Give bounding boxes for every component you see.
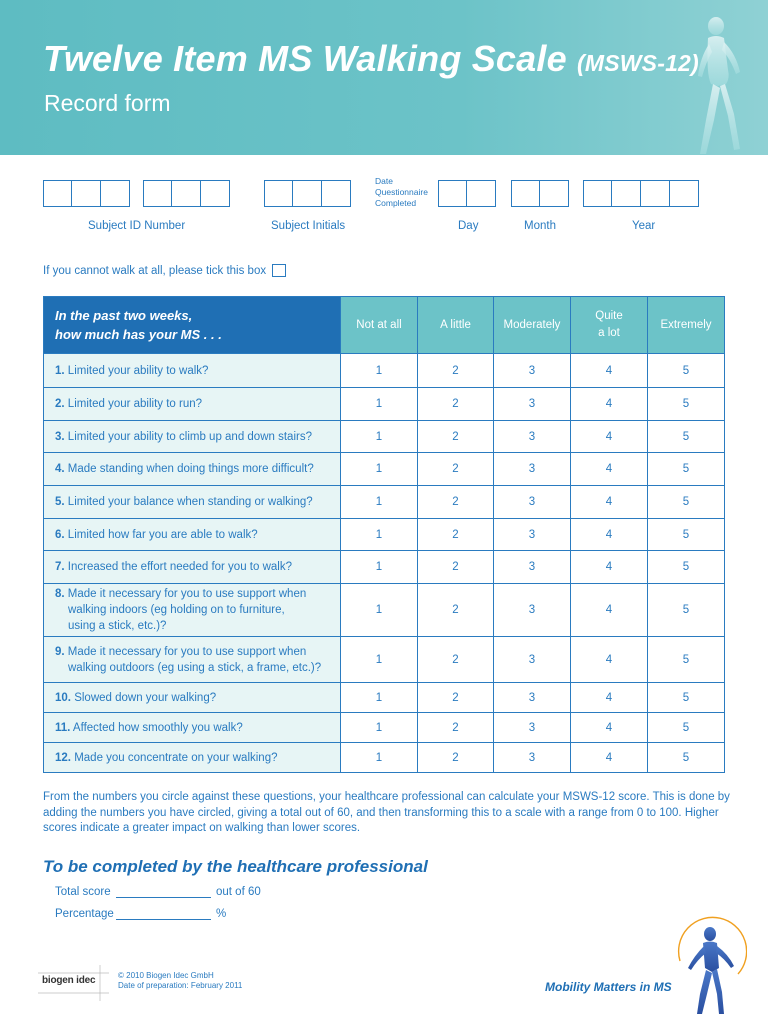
form-subtitle: Record form	[44, 90, 171, 116]
total-score-field[interactable]	[116, 887, 211, 898]
question-cell	[44, 743, 341, 773]
title-text: Twelve Item MS Walking Scale	[43, 38, 567, 79]
table-row	[44, 354, 725, 388]
score-option[interactable]: 4	[571, 551, 648, 584]
percentage-label: Percentage	[55, 908, 114, 920]
question-column-header	[44, 297, 341, 354]
score-option[interactable]: 3	[494, 453, 571, 486]
question-number: 11.	[55, 721, 71, 734]
msws-table	[43, 296, 725, 773]
score-option[interactable]: 2	[418, 421, 494, 453]
table-row	[44, 519, 725, 551]
total-score-suffix: out of 60	[216, 886, 261, 898]
form-title	[43, 38, 699, 80]
score-option[interactable]: 4	[571, 584, 648, 637]
question-text: Made it necessary for you to use support when	[67, 645, 307, 658]
day-digit-box[interactable]	[467, 180, 496, 207]
score-option[interactable]: 2	[418, 519, 494, 551]
table-row	[44, 453, 725, 486]
score-option[interactable]: 3	[494, 743, 571, 773]
score-option[interactable]: 1	[341, 713, 418, 743]
walking-figure-illustration	[678, 8, 748, 155]
score-option[interactable]: 4	[571, 743, 648, 773]
score-option[interactable]: 1	[341, 551, 418, 584]
score-option[interactable]: 4	[571, 519, 648, 551]
score-option[interactable]: 3	[494, 519, 571, 551]
subject-initials-label: Subject Initials	[271, 220, 346, 232]
score-option[interactable]: 5	[648, 713, 725, 743]
question-text: Limited your ability to climb up and down stairs?	[67, 430, 312, 443]
question-text: Limited your ability to walk?	[67, 364, 209, 377]
biogen-idec-logo: biogen idec	[42, 975, 96, 986]
question-text: Made you concentrate on your walking?	[74, 751, 278, 764]
score-option[interactable]: 5	[648, 453, 725, 486]
question-text: using a stick, etc.)?	[68, 620, 167, 632]
score-option[interactable]: 5	[648, 388, 725, 421]
month-boxes[interactable]	[511, 180, 569, 207]
subject-id-boxes-part1[interactable]	[43, 180, 130, 207]
digit-box[interactable]	[143, 180, 172, 207]
score-option[interactable]: 5	[648, 421, 725, 453]
question-text: Limited your balance when standing or walking?	[67, 496, 313, 508]
score-option[interactable]: 1	[341, 584, 418, 637]
score-option[interactable]: 3	[494, 388, 571, 421]
question-cell	[44, 354, 341, 388]
table-row	[44, 388, 725, 421]
question-text: walking indoors (eg holding on to furniture,	[68, 604, 285, 616]
initial-box[interactable]	[293, 180, 322, 207]
quite-a-lot-line: a lot	[598, 327, 620, 339]
question-cell	[44, 683, 341, 713]
score-option[interactable]: 4	[571, 683, 648, 713]
question-cell	[44, 486, 341, 519]
score-option[interactable]: 3	[494, 584, 571, 637]
question-number: 3.	[55, 430, 65, 443]
question-text: Limited your ability to run?	[67, 398, 203, 410]
date-note-line: Questionnaire	[375, 187, 428, 197]
score-option[interactable]: 2	[418, 453, 494, 486]
score-option[interactable]: 2	[418, 388, 494, 421]
cannot-walk-label: If you cannot walk at all, please tick this box	[43, 264, 267, 277]
question-text: Affected how smoothly you walk?	[72, 721, 243, 734]
date-completed-note	[375, 176, 428, 209]
year-boxes[interactable]	[583, 180, 699, 207]
question-cell	[44, 519, 341, 551]
tagline: Mobility Matters in MS	[545, 980, 672, 994]
question-cell	[44, 637, 341, 683]
copyright-text: © 2010 Biogen Idec GmbH	[118, 971, 214, 980]
question-number: 9.	[55, 645, 65, 658]
question-number: 8.	[55, 588, 65, 600]
score-option[interactable]: 1	[341, 421, 418, 453]
score-option[interactable]: 3	[494, 683, 571, 713]
title-abbreviation: (MSWS-12)	[577, 50, 699, 76]
score-option[interactable]: 2	[418, 354, 494, 388]
question-cell	[44, 584, 341, 637]
question-number: 5.	[55, 496, 65, 508]
score-option[interactable]: 5	[648, 519, 725, 551]
day-label: Day	[458, 220, 479, 232]
table-row	[44, 713, 725, 743]
column-header-quite-a-lot	[571, 297, 648, 354]
table-header-row	[44, 297, 725, 354]
digit-box[interactable]	[172, 180, 201, 207]
initial-box[interactable]	[264, 180, 293, 207]
day-boxes[interactable]	[438, 180, 496, 207]
year-digit-box[interactable]	[612, 180, 641, 207]
question-cell	[44, 713, 341, 743]
score-option[interactable]: 1	[341, 354, 418, 388]
question-number: 2.	[55, 398, 65, 410]
digit-box[interactable]	[72, 180, 101, 207]
question-cell	[44, 421, 341, 453]
total-score-label: Total score	[55, 886, 111, 898]
score-option[interactable]: 2	[418, 683, 494, 713]
question-number: 4.	[55, 463, 65, 475]
question-number: 10.	[55, 691, 71, 704]
year-label: Year	[632, 220, 656, 232]
cannot-walk-checkbox[interactable]	[272, 264, 286, 277]
question-text: Limited how far you are able to walk?	[67, 528, 258, 541]
column-header-not-at-all: Not at all	[341, 297, 418, 354]
digit-box[interactable]	[101, 180, 130, 207]
score-option[interactable]: 1	[341, 743, 418, 773]
score-option[interactable]: 5	[648, 584, 725, 637]
score-option[interactable]: 3	[494, 486, 571, 519]
subject-id-label: Subject ID Number	[88, 220, 186, 232]
score-option[interactable]: 1	[341, 637, 418, 683]
score-option[interactable]: 4	[571, 388, 648, 421]
date-note-line: Date	[375, 176, 393, 186]
percentage-row	[55, 908, 226, 920]
cannot-walk-row	[43, 264, 286, 277]
header-band	[0, 0, 768, 155]
score-option[interactable]: 4	[571, 486, 648, 519]
score-option[interactable]: 4	[571, 453, 648, 486]
total-score-row	[55, 886, 261, 898]
score-option[interactable]: 3	[494, 354, 571, 388]
question-number: 6.	[55, 528, 65, 541]
table-row	[44, 486, 725, 519]
year-digit-box[interactable]	[641, 180, 670, 207]
score-option[interactable]: 3	[494, 637, 571, 683]
score-option[interactable]: 2	[418, 584, 494, 637]
score-option[interactable]: 2	[418, 637, 494, 683]
digit-box[interactable]	[43, 180, 72, 207]
professional-section-title: To be completed by the healthcare professional	[43, 857, 428, 876]
table-row	[44, 743, 725, 773]
initial-box[interactable]	[322, 180, 351, 207]
score-option[interactable]: 4	[571, 354, 648, 388]
score-option[interactable]: 4	[571, 637, 648, 683]
table-row	[44, 637, 725, 683]
question-number: 1.	[55, 364, 65, 377]
question-text: walking outdoors (eg using a stick, a frame, etc.)?	[68, 661, 322, 674]
score-option[interactable]: 3	[494, 713, 571, 743]
question-number: 7.	[55, 561, 65, 573]
year-digit-box[interactable]	[583, 180, 612, 207]
score-option[interactable]: 4	[571, 421, 648, 453]
table-row	[44, 584, 725, 637]
table-row	[44, 683, 725, 713]
score-option[interactable]: 5	[648, 743, 725, 773]
score-option[interactable]: 3	[494, 421, 571, 453]
score-option[interactable]: 5	[648, 637, 725, 683]
column-header-extremely: Extremely	[648, 297, 725, 354]
month-digit-box[interactable]	[511, 180, 540, 207]
score-option[interactable]: 2	[418, 551, 494, 584]
score-option[interactable]: 2	[418, 743, 494, 773]
score-option[interactable]: 2	[418, 486, 494, 519]
score-option[interactable]: 5	[648, 486, 725, 519]
quite-a-lot-line: Quite	[595, 310, 623, 322]
column-header-a-little: A little	[418, 297, 494, 354]
question-text: Increased the effort needed for you to walk?	[67, 561, 292, 573]
table-row	[44, 551, 725, 584]
score-option[interactable]: 1	[341, 519, 418, 551]
scoring-explanation: From the numbers you circle against these questions, your healthcare professional can calculate your MSWS-12 score. This is done by adding the numbers you have circled, giving a total out of 60, and then transforming this to a scale with a range from 0 to 100. Higher scores indicate a greater impact on walking than lower scores.	[43, 791, 730, 834]
question-cell	[44, 551, 341, 584]
subject-initials-boxes[interactable]	[264, 180, 351, 207]
question-text: Slowed down your walking?	[74, 691, 217, 704]
score-option[interactable]: 1	[341, 453, 418, 486]
day-digit-box[interactable]	[438, 180, 467, 207]
score-option[interactable]: 4	[571, 713, 648, 743]
column-header-moderately: Moderately	[494, 297, 571, 354]
score-option[interactable]: 2	[418, 713, 494, 743]
question-text: Made it necessary for you to use support when	[67, 588, 307, 600]
table-row	[44, 421, 725, 453]
mobility-figure-logo	[672, 916, 747, 1016]
month-digit-box[interactable]	[540, 180, 569, 207]
subject-id-boxes-part2[interactable]	[143, 180, 230, 207]
score-option[interactable]: 5	[648, 683, 725, 713]
score-option[interactable]: 5	[648, 354, 725, 388]
date-note-line: Completed	[375, 198, 417, 208]
percentage-suffix: %	[216, 908, 227, 920]
score-option[interactable]: 1	[341, 388, 418, 421]
question-header-line: how much has your MS . . .	[55, 327, 222, 342]
score-option[interactable]: 3	[494, 551, 571, 584]
question-text: Made standing when doing things more difficult?	[67, 463, 314, 475]
score-option[interactable]: 5	[648, 551, 725, 584]
year-digit-box[interactable]	[670, 180, 699, 207]
month-label: Month	[524, 220, 556, 232]
percentage-field[interactable]	[116, 909, 211, 920]
question-header-line: In the past two weeks,	[55, 308, 193, 323]
copyright-block	[118, 971, 242, 991]
question-number: 12.	[55, 751, 71, 764]
question-cell	[44, 388, 341, 421]
score-option[interactable]: 1	[341, 486, 418, 519]
score-option[interactable]: 1	[341, 683, 418, 713]
digit-box[interactable]	[201, 180, 230, 207]
question-cell	[44, 453, 341, 486]
preparation-date: Date of preparation: February 2011	[118, 981, 243, 990]
